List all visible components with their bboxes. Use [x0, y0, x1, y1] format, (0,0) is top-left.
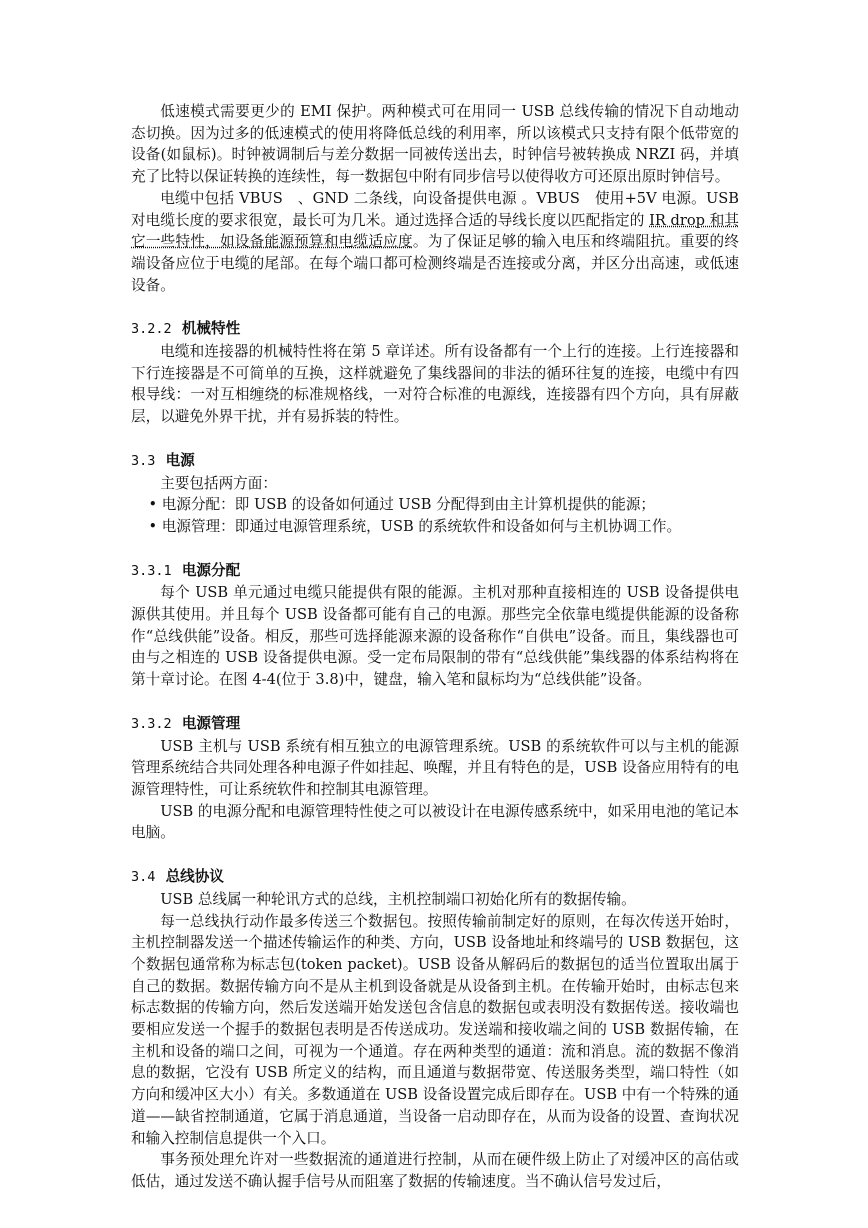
heading-number: 3.2.2	[131, 321, 172, 338]
heading-3-3-1	[131, 560, 739, 583]
heading-title: 电源管理	[181, 714, 241, 732]
heading-title: 电源	[165, 451, 195, 469]
paragraph-cable-power-part2: 。为了保证足够的输入电压和终端阻抗。重要的终端设备应位于电缆的尾部。在每个端口都可检测终端是否连接或分离，并区分出高速，或低速设备。	[131, 233, 739, 294]
heading-number: 3.3.2	[131, 715, 172, 732]
heading-3-4	[131, 866, 739, 889]
paragraph-cable-power	[131, 188, 739, 297]
document-page	[131, 101, 739, 1193]
bullet-power-management: • 电源管理：即通过电源管理系统，USB 的系统软件和设备如何与主机协调工作。	[148, 517, 682, 535]
paragraph-power-intro: 主要包括两方面：	[160, 474, 277, 492]
heading-title: 机械特性	[181, 320, 241, 338]
heading-title: 总线协议	[165, 868, 224, 886]
paragraph-power-distribution: 每个 USB 单元通过电缆只能提供有限的能源。主机对那种直接相连的 USB 设备提供电源供其使用。并且每个 USB 设备都可能有自己的电源。那些完全依靠电缆提供能源的设备称作“总线供能”设备。相反，那些可选择能源来源的设备称作“自供电”设备。而且，集线器也可由与之相连的 USB 设备提供电源。受一定布局限制的带有“总线供能”集线器的体系结构将在第十章讨论。在图 4-4(位于 3.8)中，键盘，输入笔和鼠标均为“总线供能”设备。	[131, 584, 739, 689]
paragraph-mechanical: 电缆和连接器的机械特性将在第 5 章详述。所有设备都有一个上行的连接。上行连接器和下行连接器是不可简单的互换，这样就避免了集线器间的非法的循环往复的连接，电缆中有四根导线：一对互相缠绕的标准规格线，一对符合标准的电源线，连接器有四个方向，具有屏蔽层，以避免外界干扰，并有易拆装的特性。	[131, 343, 739, 426]
paragraph-power-management-1: USB 主机与 USB 系统有相互独立的电源管理系统。USB 的系统软件可以与主机的能源管理系统结合共同处理各种电源子件如挂起、唤醒，并且有特色的是，USB 设备应用特有的电源管理特性，可让系统软件和控制其电源管理。	[131, 737, 739, 798]
paragraph-power-management-2: USB 的电源分配和电源管理特性使之可以被设计在电源传感系统中，如采用电池的笔记本电脑。	[131, 802, 739, 842]
heading-3-3	[131, 450, 739, 473]
paragraph-bus-protocol-2: 每一总线执行动作最多传送三个数据包。按照传输前制定好的原则，在每次传送开始时，主机控制器发送一个描述传输运作的种类、方向，USB 设备地址和终端号的 USB 数据包，这个数据包通常称为标志包(token packet)。USB 设备从解码后的数据包的适当位置取出属于自己的数据。数据传输方向不是从主机到设备就是从设备到主机。在传输开始时，由标志包来标志数据的传输方向，然后发送端开始发送包含信息的数据包或表明没有数据传送。接收端也要相应发送一个握手的数据包表明是否传送成功。发送端和接收端之间的 USB 数据传输，在主机和设备的端口之间，可视为一个通道。存在两种类型的通道：流和消息。流的数据不像消息的数据，它没有 USB 所定义的结构，而且通道与数据带宽、传送服务类型，端口特性（如方向和缓冲区大小）有关。多数通道在 USB 设备设置完成后即存在。USB 中有一个特殊的通道——缺省控制通道，它属于消息通道，当设备一启动即存在，从而为设备的设置、查询状况和输入控制信息提供一个入口。	[131, 912, 739, 1147]
heading-number: 3.4	[131, 869, 156, 886]
paragraph-bus-protocol-3: 事务预处理允许对一些数据流的通道进行控制，从而在硬件级上防止了对缓冲区的高估或低估，通过发送不确认握手信号从而阻塞了数据的传输速度。当不确认信号发过后，	[131, 1151, 739, 1190]
paragraph-bus-protocol-1: USB 总线属一种轮讯方式的总线，主机控制端口初始化所有的数据传输。	[160, 890, 636, 908]
underlined-phrase: IR drop 和其它一些特性，如设备能源预算和电缆适应度	[131, 211, 739, 251]
heading-3-2-2	[131, 318, 739, 341]
paragraph-low-speed-mode: 低速模式需要更少的 EMI 保护。两种模式可在用同一 USB 总线传输的情况下自动地动态切换。因为过多的低速模式的使用将降低总线的利用率，所以该模式只支持有限个低带宽的设备(如鼠标)。时钟被调制后与差分数据一同被传送出去，时钟信号被转换成 NRZI 码，并填充了比特以保证转换的连续性，每一数据包中附有同步信号以使得收方可还原出原时钟信号。	[131, 103, 739, 186]
bullet-power-distribution: • 电源分配：即 USB 的设备如何通过 USB 分配得到由主计算机提供的能源；	[148, 496, 656, 514]
heading-title: 电源分配	[181, 561, 241, 579]
heading-3-3-2	[131, 713, 739, 736]
heading-number: 3.3	[131, 452, 156, 469]
paragraph-cable-power-part1: 电缆中包括 VBUS 、GND 二条线，向设备提供电源 。VBUS 使用+5V 电源。USB 对电缆长度的要求很宽，最长可为几米。通过选择合适的导线长度以匹配指定的	[131, 189, 739, 229]
heading-number: 3.3.1	[131, 562, 172, 579]
